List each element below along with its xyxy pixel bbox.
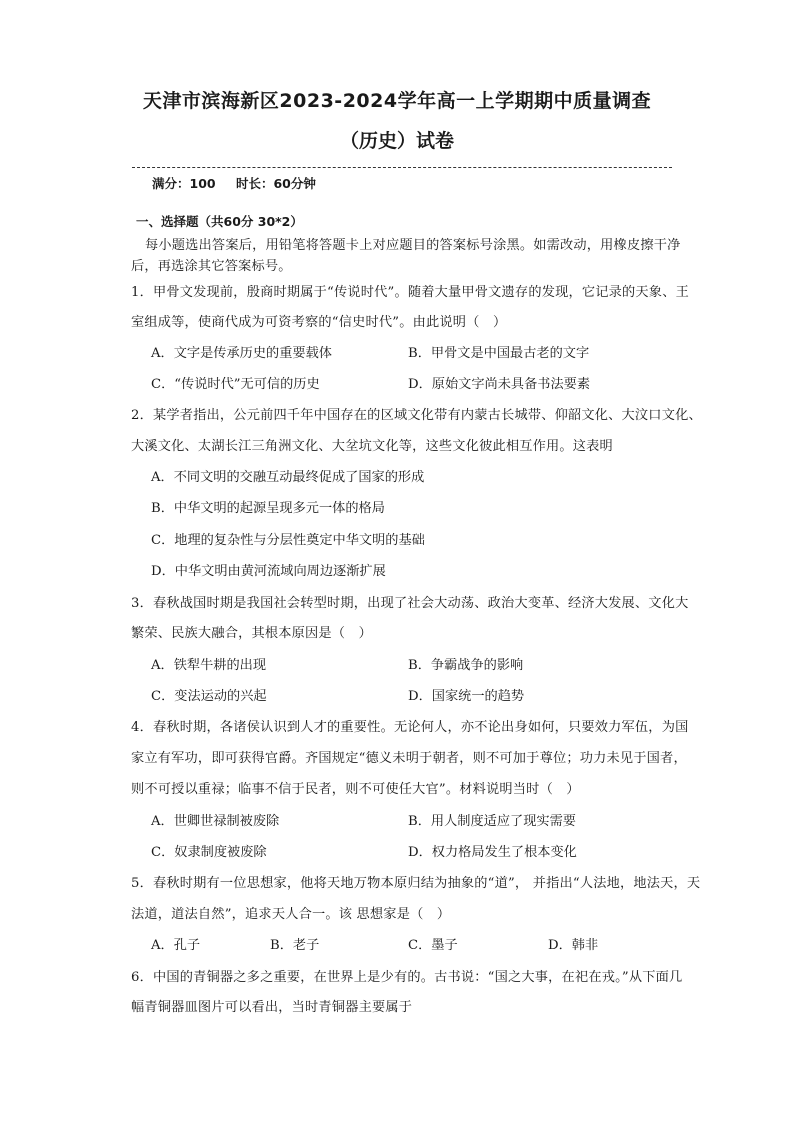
- q4-option-c: C．奴隶制度被废除: [151, 845, 267, 860]
- duration-label: 时长：60分钟: [235, 176, 316, 191]
- question-4-stem: 家立有军功，即可获得官爵。齐国规定“德义未明于朝者，则不可加于尊位；功力未见于国者，: [131, 751, 687, 766]
- q4-option-a: A．世卿世禄制被废除: [151, 814, 280, 829]
- question-3-stem: 繁荣、民族大融合，其根本原因是（ ）: [131, 626, 372, 641]
- question-6-stem: 幅青铜器皿图片可以看出，当时青铜器主要属于: [131, 1000, 413, 1015]
- section-heading: 一、选择题（共60分 30*2）: [136, 214, 303, 229]
- q2-option-c: C．地理的复杂性与分层性奠定中华文明的基础: [151, 533, 425, 548]
- q2-option-d: D．中华文明由黄河流域向周边逐渐扩展: [151, 564, 386, 579]
- question-2-stem: 大溪文化、太湖长江三角洲文化、大坌坑文化等，这些文化彼此相互作用。这表明: [131, 439, 613, 454]
- q5-option-b: B．老子: [270, 938, 320, 953]
- q3-option-d: D．国家统一的趋势: [408, 689, 525, 704]
- q4-option-b: B．用人制度适应了现实需要: [408, 814, 576, 829]
- instruction-line: 每小题选出答案后，用铅笔将答题卡上对应题目的答案标号涂黑。如需改动，用橡皮擦干净: [145, 238, 681, 253]
- title-divider: [132, 167, 672, 168]
- q4-option-d: D．权力格局发生了根本变化: [408, 845, 577, 860]
- q1-option-b: B．甲骨文是中国最古老的文字: [408, 346, 590, 361]
- question-5-stem: 5．春秋时期有一位思想家，他将天地万物本原归结为抽象的“道”， 并指出“人法地，地法天，天: [131, 876, 701, 891]
- question-2-stem: 2．某学者指出，公元前四千年中国存在的区域文化带有内蒙古长城带、仰韶文化、大汶口文化、: [131, 408, 702, 423]
- question-1-stem: 室组成等，使商代成为可资考察的“信史时代”。由此说明（ ）: [131, 315, 507, 330]
- score-label: 满分：100: [152, 176, 216, 191]
- q5-option-c: C．墨子: [408, 938, 458, 953]
- question-4-stem: 4．春秋时期，各诸侯认识到人才的重要性。无论何人，亦不论出身如何，只要效力军伍，为国: [131, 720, 689, 735]
- q3-option-a: A．铁犁牛耕的出现: [151, 658, 267, 673]
- instruction-line: 后，再选涂其它答案标号。: [131, 259, 292, 274]
- question-1-stem: 1．甲骨文发现前，殷商时期属于“传说时代”。随着大量甲骨文遗存的发现，它记录的天象、王: [131, 285, 689, 300]
- q5-option-a: A．孔子: [151, 938, 201, 953]
- q2-option-a: A．不同文明的交融互动最终促成了国家的形成: [151, 470, 425, 485]
- exam-title: 天津市滨海新区2023-2024学年高一上学期期中质量调查: [142, 90, 652, 112]
- question-3-stem: 3．春秋战国时期是我国社会转型时期，出现了社会大动荡、政治大变革、经济大发展、文化大: [131, 596, 689, 611]
- exam-subtitle: （历史）试卷: [339, 130, 454, 152]
- q3-option-b: B．争霸战争的影响: [408, 658, 524, 673]
- question-4-stem: 则不可授以重禄；临事不信于民者，则不可使任大官”。材料说明当时（ ）: [131, 782, 580, 797]
- question-6-stem: 6．中国的青铜器之多之重要，在世界上是少有的。古书说：“国之大事，在祀在戎。”从下面几: [131, 970, 683, 985]
- exam-meta: [152, 174, 332, 192]
- q5-option-d: D．韩非: [548, 938, 599, 953]
- q1-option-d: D．原始文字尚未具备书法要素: [408, 377, 591, 392]
- q2-option-b: B．中华文明的起源呈现多元一体的格局: [151, 501, 385, 516]
- question-5-stem: 法道，道法自然”，追求天人合一。该 思想家是（ ）: [131, 907, 451, 922]
- q1-option-c: C．“传说时代”无可信的历史: [151, 377, 320, 392]
- q1-option-a: A．文字是传承历史的重要载体: [151, 346, 332, 361]
- q3-option-c: C．变法运动的兴起: [151, 689, 267, 704]
